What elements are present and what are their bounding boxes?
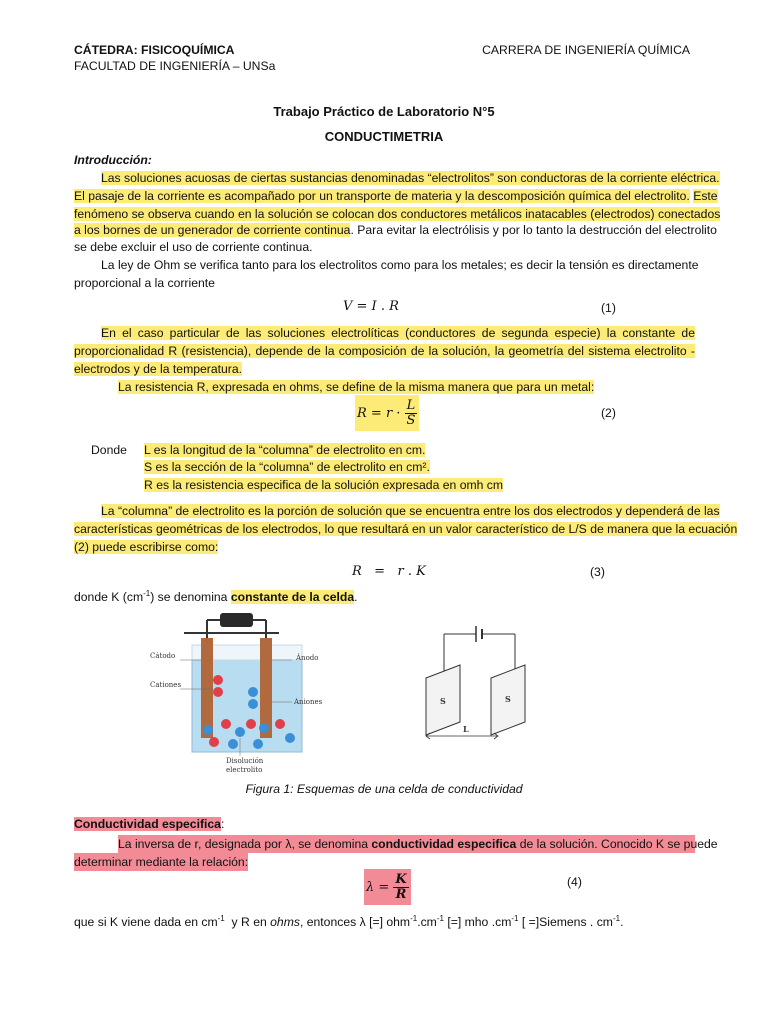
cathode-electrode [201, 638, 213, 738]
section-heading-conductividad: Conductividad especifica: [74, 817, 225, 831]
equation-1: V = I . R [343, 299, 399, 314]
length-label: L [463, 724, 469, 734]
plate-label: S [505, 694, 511, 704]
special-case-line: proporcionalidad R (resistencia), depende de la composición de la solución, la geometría del sistema electrolito - [74, 344, 695, 358]
column-line: características geométricas de los electrodos, lo que resultará en un valor característico de L/S de manera que la ecuación [74, 522, 738, 536]
equation-1-number: (1) [601, 301, 616, 315]
definition-item: R es la resistencia especifica de la solución expresada en omh cm [144, 478, 504, 492]
solution-label: Disolución [226, 757, 264, 765]
electrolytic-cell-diagram [140, 610, 323, 780]
special-case-line: La resistencia R, expresada en ohms, se define de la misma manera que para un metal: [118, 380, 595, 394]
page-subtitle: CONDUCTIMETRIA [324, 129, 444, 144]
definition-item: S es la sección de la “columna” de electrolito en cm². [144, 460, 430, 474]
equation-4: λ = $\frac{K}{R}$ [364, 869, 411, 905]
ohm-line: La ley de Ohm se verifica tanto para los electrolitos como para los metales; es decir la tensión es directamente [101, 258, 699, 272]
donde-label: Donde [91, 443, 127, 457]
equation-2: R = r · $\frac{L}{S}$ [355, 395, 419, 431]
equation-3: R = r . K [352, 564, 426, 579]
intro-line: se debe excluir el uso de corriente continua. [74, 240, 313, 254]
figure-caption: Figura 1: Esquemas de una celda de conductividad [245, 782, 523, 796]
column-line: La “columna” de electrolito es la porción de solución que se encuentra entre los dos electrodos y dependerá de las [101, 504, 720, 518]
cathode-label: Cátodo [150, 652, 176, 660]
equation-2-number: (2) [601, 406, 616, 420]
conductividad-line: determinar mediante la relación: [74, 855, 249, 869]
header-catedra: CÁTEDRA: FISICOQUÍMICA [74, 43, 235, 57]
equation-4-number: (4) [567, 875, 582, 889]
column-line: (2) puede escribirse como: [74, 540, 219, 554]
cell-constant-line: donde K $(cm^{-1})$ se denomina constante de la celda. [74, 588, 358, 604]
cations-label: Cationes [150, 681, 182, 689]
header-carrera: CARRERA DE INGENIERÍA QUÍMICA [482, 43, 690, 57]
plate-label: S [440, 696, 446, 706]
intro-line: a los bornes de un generador de corriente continua. Para evitar la electrólisis y por lo tanto la destrucción del electrolito [74, 223, 717, 237]
battery-icon [220, 613, 253, 627]
ohm-line: proporcional a la corriente [74, 276, 215, 290]
conductivity-cell-schematic [418, 620, 558, 745]
units-line: que si K viene dada en $cm^{-1}$ y R en ohms, entonces λ [=] $ohm^{-1}.cm^{-1}$ [=] mho $.cm^{-1}$ [ =]Siemens . $cm^{-1}$. [74, 913, 624, 929]
conductividad-line: La inversa de r, designada por λ, se denomina conductividad especifica de la solución. Conocido K se puede [118, 837, 718, 851]
special-case-line: En el caso particular de las soluciones electrolíticas (conductores de segunda especie) la constante de [101, 326, 695, 340]
header-facultad: FACULTAD DE INGENIERÍA – UNSa [74, 59, 276, 73]
intro-line: El pasaje de la corriente es acompañado por un transporte de materia y la descomposición química del electrolito. Este [74, 189, 718, 203]
page-title: Trabajo Práctico de Laboratorio N°5 [273, 104, 495, 119]
special-case-line: electrodos y de la temperatura. [74, 362, 243, 376]
equation-3-number: (3) [590, 565, 605, 579]
intro-line: Las soluciones acuosas de ciertas sustancias denominadas “electrolitos” son conductoras de la corriente eléctrica. [101, 171, 720, 185]
intro-line: fenómeno se observa cuando en la solución se colocan dos conductores metálicos inatacables (electrodos) conectados [74, 207, 721, 221]
anode-label: Ánodo [296, 654, 319, 662]
anions-label: Aniones [294, 698, 323, 706]
definition-item: L es la longitud de la “columna” de electrolito en cm. [144, 443, 426, 457]
anode-electrode [260, 638, 272, 738]
solution-label: electrolito [226, 766, 263, 774]
intro-heading: Introducción: [74, 153, 152, 167]
